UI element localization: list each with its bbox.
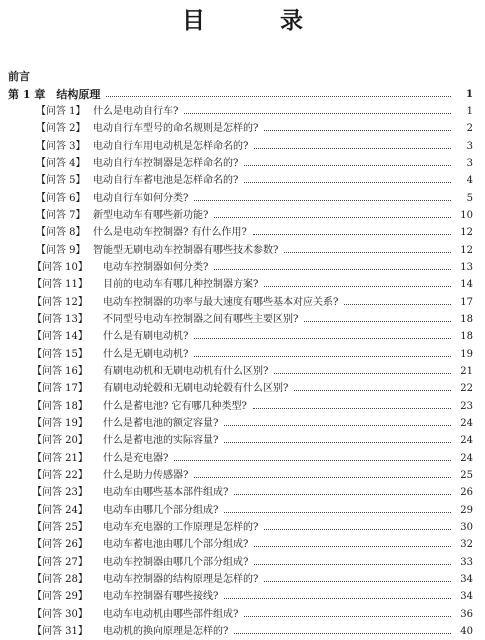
entry-page: 29	[460, 504, 473, 516]
entry-question: 电动自行车用电动机是怎样命名的?	[93, 140, 249, 152]
entry-page: 40	[460, 625, 473, 637]
dot-leader	[253, 408, 451, 409]
dot-leader	[194, 338, 451, 339]
toc-entry	[0, 572, 485, 588]
entry-label: 【问答 6】	[36, 192, 86, 204]
toc-entry	[0, 208, 485, 224]
entry-label: 【问答 8】	[36, 227, 86, 239]
entry-label: 【问答 30】	[32, 608, 88, 620]
dot-leader	[214, 269, 451, 270]
toc-entry	[0, 156, 485, 172]
entry-question: 什么是无刷电动机?	[103, 348, 189, 360]
dot-leader	[284, 252, 451, 253]
toc-entry	[0, 364, 485, 380]
toc-entry	[0, 243, 485, 259]
entry-question: 什么是蓄电池? 它有哪几种类型?	[103, 400, 247, 412]
dot-leader	[214, 217, 451, 218]
entry-page: 5	[466, 192, 473, 204]
entry-question: 不同型号电动车控制器之间有哪些主要区别?	[103, 313, 299, 325]
entry-page: 1	[466, 106, 473, 117]
entry-page: 17	[460, 296, 473, 308]
toc-entry	[0, 295, 485, 311]
entry-page: 14	[460, 279, 473, 291]
dot-leader	[224, 512, 451, 513]
toc-entry	[0, 277, 485, 293]
entry-label: 【问答 1】	[36, 106, 86, 117]
entry-label: 【问答 11】	[32, 279, 88, 291]
toc-entry	[0, 347, 485, 363]
entry-page: 24	[460, 452, 473, 464]
entry-label: 【问答 23】	[32, 487, 88, 499]
entry-label: 【问答 16】	[32, 365, 88, 377]
dot-leader	[194, 200, 451, 201]
toc-entry	[0, 503, 485, 519]
toc-entry	[0, 225, 485, 241]
entry-question: 电动车电动机由哪些部件组成?	[103, 608, 239, 620]
entry-question: 电动车控制器如何分类?	[103, 261, 209, 273]
toc-entry	[0, 399, 485, 415]
dot-leader	[294, 390, 451, 391]
toc-entry	[0, 520, 485, 536]
entry-page: 34	[460, 591, 473, 603]
entry-label: 【问答 24】	[32, 504, 88, 516]
entry-question: 什么是充电器?	[103, 452, 169, 464]
entry-question: 什么是电动车控制器? 有什么作用?	[93, 227, 247, 239]
entry-question: 电动车充电器的工作原理是怎样的?	[103, 521, 259, 533]
chapter-label: 第 1 章 结构原理	[8, 88, 101, 101]
entry-page: 12	[460, 227, 473, 239]
entry-question: 电动车控制器有哪些接线?	[103, 591, 219, 603]
entry-question: 电动车由哪几个部分组成?	[103, 504, 219, 516]
entry-question: 电动自行车如何分类?	[93, 192, 189, 204]
dot-leader	[244, 616, 451, 617]
toc-entry	[0, 381, 485, 397]
dot-leader	[304, 321, 451, 322]
entry-page: 10	[460, 209, 473, 221]
toc-entry	[0, 260, 485, 276]
entry-label: 【问答 3】	[36, 140, 86, 152]
entry-question: 电动自行车蓄电池是怎样命名的?	[93, 175, 239, 187]
toc-entry	[0, 104, 485, 120]
dot-leader	[224, 425, 451, 426]
entry-page: 19	[460, 348, 473, 360]
dot-leader	[194, 356, 451, 357]
entry-question: 什么是有刷电动机?	[103, 331, 189, 343]
entry-label: 【问答 17】	[32, 383, 88, 395]
entry-question: 智能型无刷电动车控制器有哪些技术参数?	[93, 244, 279, 256]
chapter-row	[0, 87, 485, 103]
toc-entry	[0, 624, 485, 640]
entry-page: 4	[466, 175, 473, 187]
entry-question: 新型电动车有哪些新功能?	[93, 209, 209, 221]
toc-entry	[0, 555, 485, 571]
toc-entry	[0, 416, 485, 432]
dot-leader	[264, 529, 451, 530]
entry-label: 【问答 19】	[32, 417, 88, 429]
entry-page: 13	[460, 261, 473, 273]
toc-entry	[0, 312, 485, 328]
toc-entry	[0, 607, 485, 623]
dot-leader	[264, 581, 451, 582]
entry-label: 【问答 7】	[36, 209, 86, 221]
entry-label: 【问答 31】	[32, 625, 88, 637]
entry-question: 有刷电动轮毂和无刷电动轮毂有什么区别?	[103, 383, 289, 395]
entry-page: 24	[460, 417, 473, 429]
entry-question: 目前的电动车有哪几种控制器方案?	[103, 279, 259, 291]
dot-leader	[253, 234, 451, 235]
entry-question: 电动车由哪些基本部件组成?	[103, 487, 229, 499]
entry-question: 电动车控制器由哪几个部分组成?	[103, 556, 249, 568]
entry-label: 【问答 15】	[32, 348, 88, 360]
entry-label: 【问答 20】	[32, 435, 88, 447]
dot-leader	[274, 373, 451, 374]
entry-page: 30	[460, 521, 473, 533]
entry-label: 【问答 10】	[32, 261, 88, 273]
entry-page: 22	[460, 383, 473, 395]
entry-page: 25	[460, 469, 473, 481]
entry-label: 【问答 28】	[32, 573, 88, 585]
dot-leader	[264, 130, 451, 131]
toc-entry	[0, 589, 485, 605]
dot-leader	[106, 96, 451, 97]
entry-page: 3	[466, 157, 473, 169]
preface-heading: 前言	[8, 70, 30, 83]
entry-label: 【问答 12】	[32, 296, 88, 308]
dot-leader	[174, 460, 451, 461]
entry-page: 18	[460, 313, 473, 325]
entry-question: 什么是蓄电池的实际容量?	[103, 435, 219, 447]
entry-page: 3	[466, 140, 473, 152]
entry-label: 【问答 29】	[32, 591, 88, 603]
entry-page: 34	[460, 573, 473, 585]
toc-entry	[0, 329, 485, 345]
entry-label: 【问答 5】	[36, 175, 86, 187]
toc-entry	[0, 433, 485, 449]
entry-label: 【问答 9】	[36, 244, 86, 256]
dot-leader	[194, 477, 451, 478]
toc-entry	[0, 139, 485, 155]
entry-label: 【问答 22】	[32, 469, 88, 481]
page-title: 目 录	[182, 7, 329, 34]
dot-leader	[264, 286, 451, 287]
dot-leader	[224, 598, 451, 599]
entry-label: 【问答 2】	[36, 123, 86, 135]
dot-leader	[244, 182, 451, 183]
toc-entry	[0, 537, 485, 553]
entry-question: 什么是蓄电池的额定容量?	[103, 417, 219, 429]
entry-page: 12	[460, 244, 473, 256]
toc-entry	[0, 191, 485, 207]
entry-page: 18	[460, 331, 473, 343]
entry-question: 电动自行车控制器是怎样命名的?	[93, 157, 239, 169]
entry-question: 电动车控制器的功率与最大速度有哪些基本对应关系?	[103, 296, 339, 308]
dot-leader	[254, 148, 451, 149]
toc-entry	[0, 173, 485, 189]
entry-question: 有刷电动机和无刷电动机有什么区别?	[103, 365, 269, 377]
entry-page: 2	[466, 123, 473, 135]
entry-label: 【问答 27】	[32, 556, 88, 568]
entry-question: 什么是电动自行车?	[93, 106, 179, 117]
entry-label: 【问答 26】	[32, 539, 88, 551]
entry-page: 23	[460, 400, 473, 412]
entry-label: 【问答 18】	[32, 400, 88, 412]
entry-label: 【问答 13】	[32, 313, 88, 325]
toc-entry	[0, 451, 485, 467]
dot-leader	[234, 633, 451, 634]
entry-question: 电动车控制器的结构原理是怎样的?	[103, 573, 259, 585]
toc-entry	[0, 468, 485, 484]
dot-leader	[244, 165, 451, 166]
entry-page: 33	[460, 556, 473, 568]
dot-leader	[344, 304, 451, 305]
entry-label: 【问答 21】	[32, 452, 88, 464]
dot-leader	[254, 546, 451, 547]
entry-page: 24	[460, 435, 473, 447]
entry-page: 32	[460, 539, 473, 551]
entry-page: 36	[460, 608, 473, 620]
toc-entry	[0, 485, 485, 501]
entry-question: 电动机的换向原理是怎样的?	[103, 625, 229, 637]
entry-question: 什么是助力传感器?	[103, 469, 189, 481]
dot-leader	[254, 564, 451, 565]
toc-entry	[0, 121, 485, 137]
entry-page: 21	[460, 365, 473, 377]
entry-question: 电动车蓄电池由哪几个部分组成?	[103, 539, 249, 551]
entry-label: 【问答 25】	[32, 521, 88, 533]
entry-question: 电动自行车型号的命名规则是怎样的?	[93, 123, 259, 135]
chapter-page: 1	[466, 89, 473, 100]
entry-page: 26	[460, 487, 473, 499]
entry-label: 【问答 14】	[32, 331, 88, 343]
entry-label: 【问答 4】	[36, 157, 86, 169]
dot-leader	[184, 113, 451, 114]
dot-leader	[224, 442, 451, 443]
dot-leader	[234, 494, 451, 495]
